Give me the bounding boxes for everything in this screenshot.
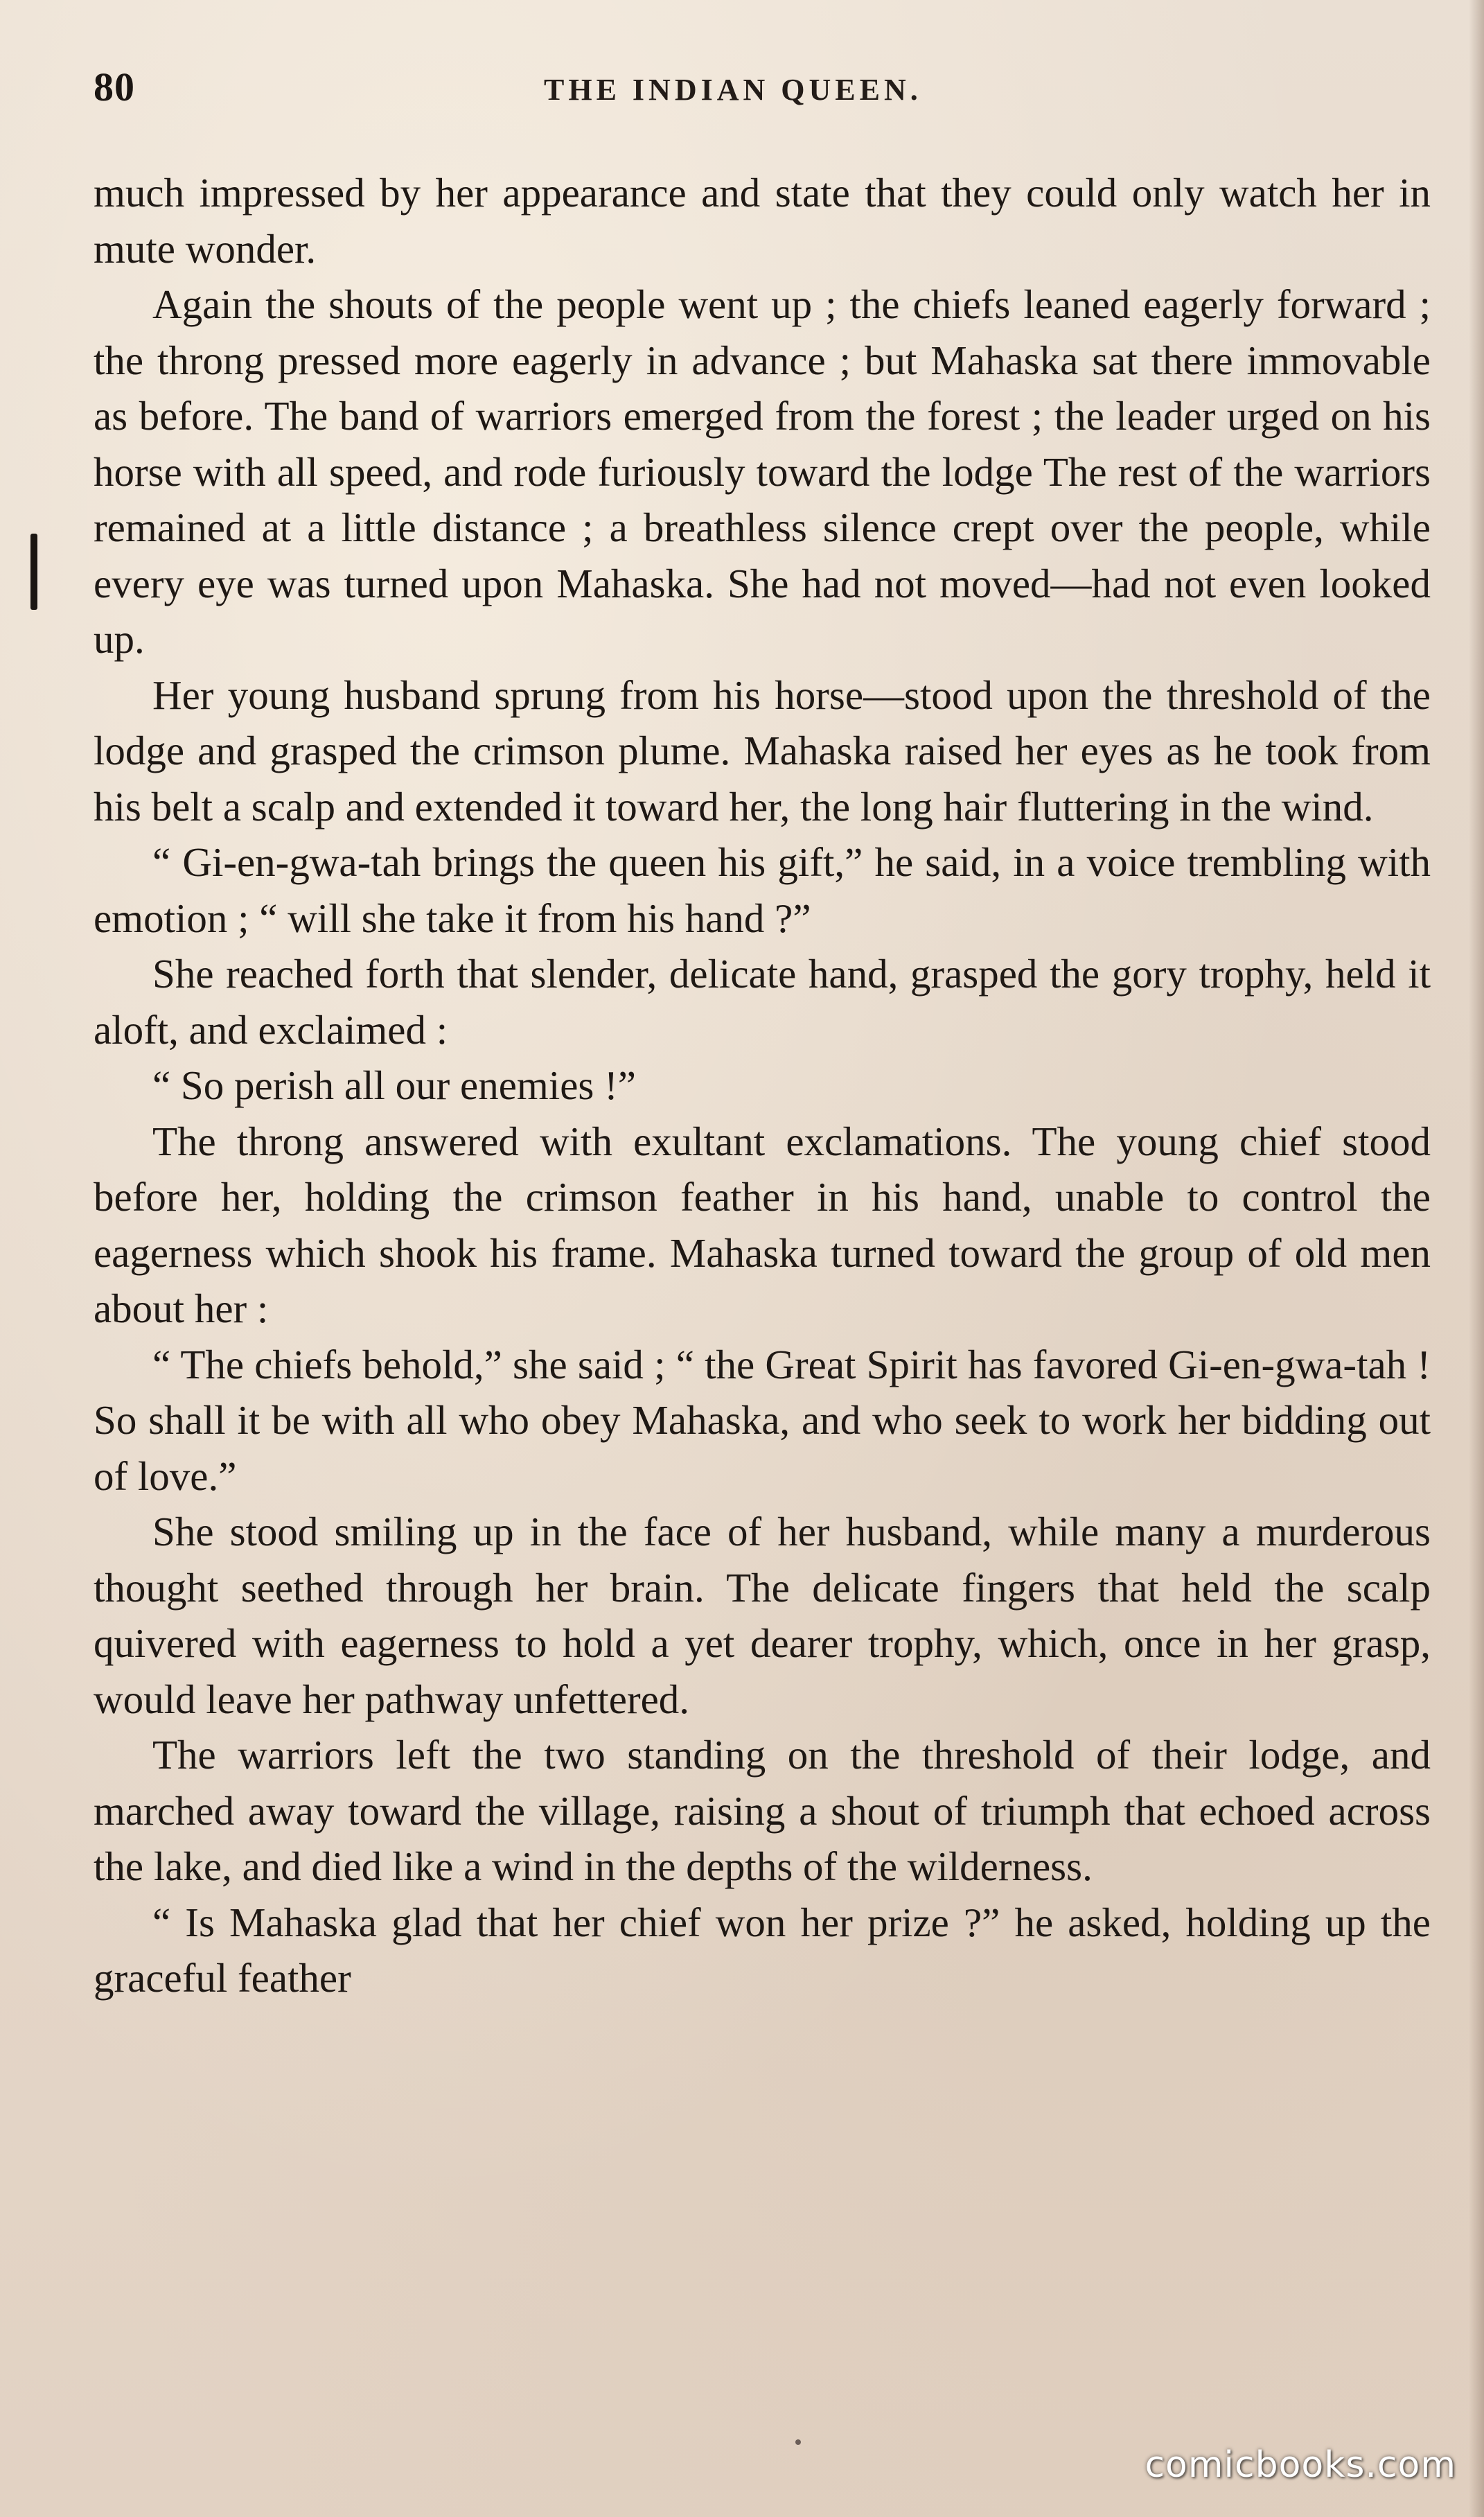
paragraph-6: “ So perish all our enemies !” xyxy=(152,1062,636,1108)
paragraph-10: The warriors left the two standing on the threshold of their lodge, and marched away toward the village, raising a shout of triumph that echoed across the lake, and died like a wind in the depths of the wilderness. xyxy=(94,1732,1431,1889)
paragraph-5: She reached forth that slender, delicate hand, grasped the gory trophy, held it aloft, and exclaimed : xyxy=(94,951,1431,1053)
running-title: THE INDIAN QUEEN. xyxy=(544,73,922,107)
paragraph-2: Again the shouts of the people went up ; the chiefs leaned eagerly forward ; the throng pressed more eagerly in advance ; but Mahaska sat there immovable as before. The band of warriors emerged from the forest ; the leader urged on his horse with all speed, and rode furiously toward the lodge The rest of the warriors remained at a little distance ; a breathless silence crept over the people, while every eye was turned upon Mahaska. She had not moved—had not even looked up. xyxy=(94,281,1431,662)
paragraph-4: “ Gi-en-gwa-tah brings the queen his gift,” he said, in a voice trembling with emotion ; “ will she take it from his hand ?” xyxy=(94,839,1431,941)
paragraph-8: “ The chiefs behold,” she said ; “ the Great Spirit has favored Gi-en-gwa-tah ! So shall it be with all who obey Mahaska, and who seek to work her bidding out of love.” xyxy=(94,1341,1431,1499)
body-text xyxy=(94,165,1431,2006)
ink-speck xyxy=(795,2439,801,2445)
paragraph-1: much impressed by her appearance and state that they could only watch her in mute wonder. xyxy=(94,170,1431,272)
site-watermark: comicbooks.com xyxy=(1145,2444,1456,2486)
page-header xyxy=(94,64,1431,119)
page-edge-shadow xyxy=(1469,0,1484,2517)
page-number: 80 xyxy=(94,64,135,109)
paragraph-3: Her young husband sprung from his horse—stood upon the threshold of the lodge and grasped the crimson plume. Mahaska raised her eyes as he took from his belt a scalp and extended it toward her, the long hair fluttering in the wind. xyxy=(94,672,1431,830)
margin-mark xyxy=(30,534,37,610)
paragraph-7: The throng answered with exultant exclamations. The young chief stood before her, holding the crimson feather in his hand, unable to control the eagerness which shook his frame. Mahaska turned toward the group of old men about her : xyxy=(94,1118,1431,1331)
paragraph-9: She stood smiling up in the face of her husband, while many a murderous thought seethed through her brain. The delicate fingers that held the scalp quivered with eagerness to hold a yet dearer trophy, which, once in her grasp, would leave her pathway unfettered. xyxy=(94,1509,1431,1722)
paragraph-11: “ Is Mahaska glad that her chief won her prize ?” he asked, holding up the graceful feather xyxy=(94,1899,1431,2001)
